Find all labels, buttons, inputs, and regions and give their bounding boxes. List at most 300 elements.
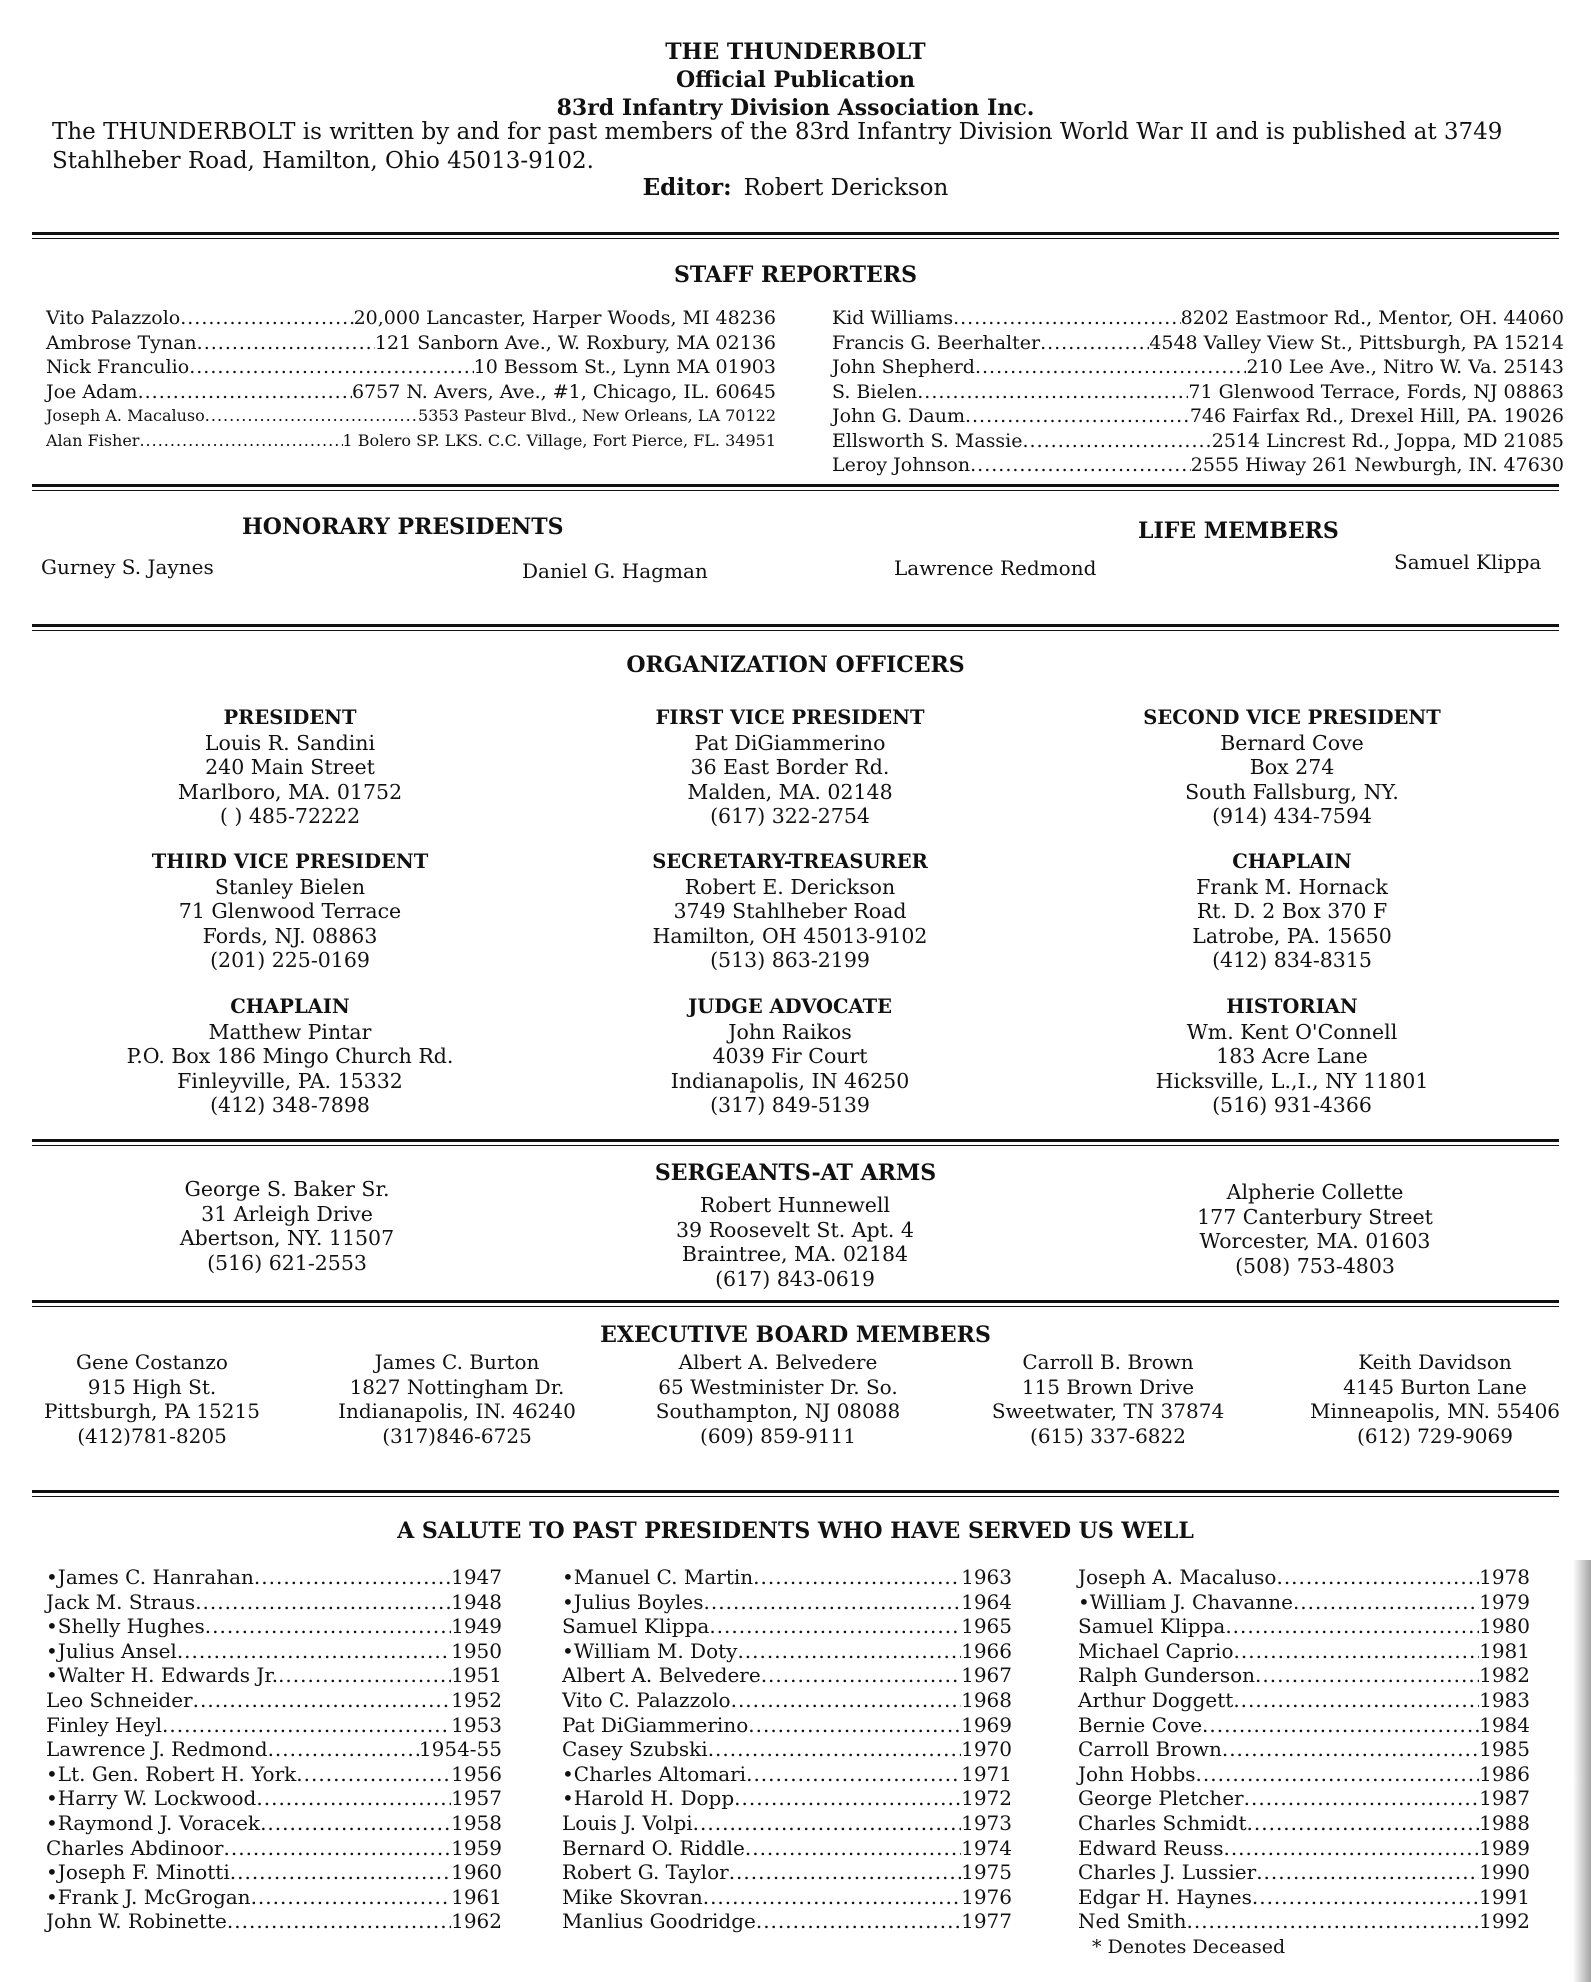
leader-dots — [1023, 429, 1212, 454]
leader-dots — [1247, 1811, 1480, 1836]
past-president-name: Michael Caprio — [1078, 1638, 1234, 1663]
reporter-name: John G. Daum — [832, 405, 965, 427]
past-president-name: •Charles Altomari — [562, 1761, 747, 1786]
past-president-row — [562, 1737, 1012, 1762]
staff-reporter-row — [46, 355, 776, 380]
leader-dots — [748, 1713, 961, 1738]
officer-detail: 3749 Stahlheber Road — [673, 899, 907, 923]
executive-detail: (609) 859-9111 — [700, 1423, 856, 1448]
executive-detail: Indianapolis, IN. 46240 — [338, 1399, 576, 1423]
past-president-year: 1989 — [1479, 1835, 1530, 1860]
sergeant-block — [37, 1177, 537, 1275]
past-president-year: 1953 — [451, 1712, 502, 1737]
reporter-name: Kid Williams — [832, 307, 954, 329]
divider-rule — [32, 484, 1559, 491]
executive-detail: Sweetwater, TN 37874 — [991, 1399, 1225, 1423]
officer-title: FIRST VICE PRESIDENT — [655, 706, 925, 729]
reporter-name: Nick Franculio — [46, 356, 190, 378]
past-president-row — [562, 1663, 1012, 1688]
past-president-name: •William J. Chavanne — [1078, 1589, 1293, 1614]
past-president-row — [46, 1590, 502, 1615]
leader-dots — [708, 1737, 961, 1762]
leader-dots — [260, 1811, 451, 1836]
executive-detail: (317)846-6725 — [382, 1423, 532, 1448]
past-president-row — [562, 1786, 1012, 1811]
editor-name: Robert Derickson — [743, 175, 949, 201]
past-president-year: 1962 — [451, 1909, 502, 1934]
organization-officers-title: ORGANIZATION OFFICERS — [626, 652, 965, 678]
past-president-year: 1964 — [961, 1589, 1012, 1614]
executive-detail: James C. Burton — [374, 1350, 540, 1374]
officer-detail: Wm. Kent O'Connell — [1186, 1019, 1398, 1044]
officer-detail: P.O. Box 186 Mingo Church Rd. — [126, 1044, 454, 1068]
organization-name: 83rd Infantry Division Association Inc. — [556, 95, 1035, 121]
past-president-row — [46, 1737, 502, 1762]
sergeant-detail: George S. Baker Sr. — [184, 1177, 390, 1201]
leader-dots — [1234, 1639, 1480, 1664]
past-president-year: 1958 — [451, 1810, 502, 1835]
past-president-year: 1960 — [451, 1860, 502, 1885]
leader-dots — [180, 306, 353, 331]
past-president-year: 1971 — [961, 1761, 1012, 1786]
leader-dots — [162, 1713, 451, 1738]
past-president-row — [1078, 1614, 1530, 1639]
officer-detail: Rt. D. 2 Box 370 F — [1196, 899, 1388, 923]
reporter-address: 1 Bolero SP. LKS. C.C. Village, Fort Pierce, FL. 34951 — [342, 430, 776, 450]
executive-detail: 4145 Burton Lane — [1343, 1374, 1527, 1399]
staff-reporter-row — [46, 331, 776, 356]
divider-rule — [32, 1300, 1559, 1307]
officer-block — [40, 850, 540, 973]
executive-detail: (412)781-8205 — [77, 1423, 227, 1448]
leader-dots — [1225, 1614, 1479, 1639]
sergeant-detail: Abertson, NY. 11507 — [179, 1226, 395, 1250]
officer-detail: Indianapolis, IN 46250 — [670, 1068, 910, 1093]
past-president-year: 1981 — [1479, 1638, 1530, 1663]
past-presidents-title: A SALUTE TO PAST PRESIDENTS WHO HAVE SERVED US WELL — [397, 1518, 1194, 1544]
officer-detail: Pat DiGiammerino — [694, 730, 886, 755]
past-president-name: John W. Robinette — [46, 1909, 227, 1934]
past-president-row — [1078, 1688, 1530, 1713]
past-president-row — [46, 1836, 502, 1861]
past-president-name: Joseph A. Macaluso — [1078, 1565, 1277, 1589]
leader-dots — [254, 1565, 451, 1590]
past-president-row — [1078, 1836, 1530, 1861]
past-president-year: 1987 — [1479, 1786, 1530, 1811]
officer-detail: (617) 322-2754 — [710, 804, 870, 828]
officer-detail: (516) 931-4366 — [1212, 1093, 1372, 1117]
officer-detail: ( ) 485-72222 — [219, 804, 361, 828]
past-president-row — [46, 1614, 502, 1639]
past-president-year: 1949 — [451, 1614, 502, 1639]
staff-reporter-row — [832, 404, 1564, 429]
officer-detail: 4039 Fir Court — [712, 1044, 868, 1068]
officer-title: THIRD VICE PRESIDENT — [151, 850, 429, 873]
past-president-row — [562, 1614, 1012, 1639]
past-presidents-column — [562, 1565, 1012, 1934]
past-president-row — [1078, 1909, 1530, 1934]
past-president-row — [1078, 1590, 1530, 1615]
leader-dots — [256, 1786, 451, 1811]
officer-title: CHAPLAIN — [230, 995, 350, 1018]
leader-dots — [296, 1762, 451, 1787]
past-president-year: 1985 — [1479, 1737, 1530, 1762]
past-president-year: 1983 — [1479, 1687, 1530, 1712]
leader-dots — [917, 380, 1188, 405]
officer-title: JUDGE ADVOCATE — [688, 995, 892, 1018]
divider-rule — [32, 232, 1559, 239]
officer-detail: Stanley Bielen — [214, 874, 366, 899]
leader-dots — [1293, 1590, 1479, 1615]
staff-reporter-row — [832, 331, 1564, 356]
past-president-row — [562, 1688, 1012, 1713]
officer-detail: John Raikos — [728, 1019, 852, 1044]
executive-detail: Gene Costanzo — [76, 1350, 228, 1374]
past-president-year: 1976 — [961, 1884, 1012, 1909]
past-president-name: Finley Heyl — [46, 1712, 163, 1737]
officer-detail: Fords, NJ. 08863 — [202, 923, 378, 948]
leader-dots — [1186, 1909, 1479, 1934]
leader-dots — [1256, 1860, 1479, 1885]
leader-dots — [138, 380, 352, 405]
past-presidents-column — [1078, 1565, 1530, 1934]
executive-member — [613, 1350, 943, 1448]
leader-dots — [693, 1811, 961, 1836]
past-president-year: 1957 — [451, 1786, 502, 1811]
officer-detail: Robert E. Derickson — [684, 874, 896, 899]
life-member-name: Lawrence Redmond — [894, 556, 1097, 580]
past-president-year: 1970 — [961, 1737, 1012, 1762]
divider-rule — [32, 1139, 1559, 1146]
officer-detail: Box 274 — [1249, 755, 1335, 779]
past-president-row — [46, 1565, 502, 1590]
leader-dots — [745, 1836, 961, 1861]
editor-line — [0, 174, 1591, 201]
past-president-row — [562, 1860, 1012, 1885]
reporter-address: 4548 Valley View St., Pittsburgh, PA 15214 — [1149, 331, 1564, 354]
leader-dots — [970, 453, 1191, 478]
officer-detail: Hamilton, OH 45013-9102 — [652, 923, 928, 948]
reporter-name: Ellsworth S. Massie — [832, 429, 1023, 452]
officer-detail: (914) 434-7594 — [1212, 804, 1372, 828]
officer-block — [540, 850, 1040, 973]
past-president-row — [1078, 1639, 1530, 1664]
past-president-year: 1986 — [1479, 1761, 1530, 1786]
staff-reporter-row — [46, 429, 776, 454]
sergeant-detail: Worcester, MA. 01603 — [1199, 1229, 1431, 1253]
leader-dots — [195, 1590, 451, 1615]
past-president-name: •Shelly Hughes — [46, 1614, 205, 1639]
sergeant-block — [1065, 1180, 1565, 1278]
leader-dots — [753, 1565, 961, 1590]
officer-detail: Louis R. Sandini — [204, 730, 376, 755]
officer-block — [40, 995, 540, 1118]
past-president-row — [1078, 1565, 1530, 1590]
staff-reporters-right — [832, 306, 1564, 478]
officer-detail: Latrobe, PA. 15650 — [1192, 923, 1392, 948]
reporter-address: 8202 Eastmoor Rd., Mentor, OH. 44060 — [1180, 307, 1564, 329]
officer-block — [540, 995, 1040, 1118]
past-president-name: •Harry W. Lockwood — [46, 1786, 257, 1811]
officer-detail: Hicksville, L.,I., NY 11801 — [1155, 1068, 1429, 1093]
past-president-name: Pat DiGiammerino — [562, 1712, 749, 1737]
reporter-address: 10 Bessom St., Lynn MA 01903 — [473, 356, 776, 378]
executive-detail: 1827 Nottingham Dr. — [349, 1374, 565, 1399]
past-president-year: 1952 — [451, 1687, 502, 1712]
sergeant-block — [545, 1193, 1045, 1291]
past-president-row — [562, 1885, 1012, 1910]
sergeant-detail: (516) 621-2553 — [207, 1250, 367, 1275]
past-president-year: 1969 — [961, 1712, 1012, 1737]
reporter-name: Joe Adam — [46, 380, 138, 403]
past-president-row — [1078, 1762, 1530, 1787]
officer-title: SECOND VICE PRESIDENT — [1143, 706, 1441, 729]
officer-detail: Bernard Cove — [1220, 730, 1364, 755]
past-president-row — [562, 1909, 1012, 1934]
staff-reporter-row — [832, 429, 1564, 454]
officer-block — [1042, 850, 1542, 973]
past-president-name: Vito C. Palazzolo — [562, 1687, 731, 1712]
past-president-name: Samuel Klippa — [562, 1614, 710, 1639]
past-president-name: Leo Schneider — [46, 1687, 193, 1712]
past-president-name: Robert G. Taylor — [562, 1860, 729, 1885]
past-president-name: •Walter H. Edwards Jr. — [46, 1663, 279, 1688]
leader-dots — [177, 1639, 451, 1664]
past-president-year: 1982 — [1479, 1663, 1530, 1688]
past-president-row — [562, 1639, 1012, 1664]
past-president-name: •Raymond J. Voracek — [46, 1810, 261, 1835]
leader-dots — [965, 404, 1190, 429]
past-president-name: •William M. Doty — [562, 1638, 738, 1663]
staff-reporter-row — [46, 306, 776, 331]
past-president-row — [46, 1909, 502, 1934]
reporter-address: 6757 N. Avers, Ave., #1, Chicago, IL. 60645 — [351, 380, 776, 403]
executive-detail: (612) 729-9069 — [1357, 1423, 1513, 1448]
reporter-address: 121 Sanborn Ave., W. Roxbury, MA 02136 — [374, 331, 776, 354]
leader-dots — [197, 331, 375, 356]
publication-title: THE THUNDERBOLT — [665, 39, 926, 65]
officer-detail: Finleyville, PA. 15332 — [177, 1068, 403, 1093]
leader-dots — [703, 1885, 961, 1910]
past-president-row — [46, 1762, 502, 1787]
past-presidents-column — [46, 1565, 502, 1934]
leader-dots — [139, 429, 342, 454]
leader-dots — [709, 1614, 961, 1639]
past-president-name: Charles Schmidt — [1078, 1810, 1247, 1835]
executive-detail: Pittsburgh, PA 15215 — [44, 1399, 260, 1423]
reporter-name: S. Bielen — [832, 380, 918, 403]
editor-label: Editor: — [642, 174, 732, 201]
life-member-name: Samuel Klippa — [1394, 550, 1542, 574]
past-president-year: 1972 — [961, 1786, 1012, 1811]
leader-dots — [193, 1688, 451, 1713]
past-president-row — [46, 1688, 502, 1713]
leader-dots — [737, 1639, 961, 1664]
reporter-name: Ambrose Tynan — [46, 331, 197, 354]
past-president-row — [1078, 1737, 1530, 1762]
officer-detail: (513) 863-2199 — [710, 948, 870, 972]
leader-dots — [230, 1860, 451, 1885]
officer-detail: 183 Acre Lane — [1216, 1044, 1368, 1068]
officer-title: HISTORIAN — [1226, 995, 1358, 1018]
leader-dots — [731, 1688, 962, 1713]
past-president-name: John Hobbs — [1078, 1761, 1196, 1786]
past-president-row — [46, 1860, 502, 1885]
leader-dots — [1255, 1663, 1479, 1688]
officer-title: CHAPLAIN — [1232, 850, 1352, 873]
staff-reporters-title: STAFF REPORTERS — [674, 262, 917, 288]
divider-rule — [32, 624, 1559, 631]
past-president-name: Ned Smith — [1078, 1909, 1187, 1934]
staff-reporter-row — [832, 380, 1564, 405]
past-president-year: 1951 — [451, 1663, 502, 1688]
past-president-row — [1078, 1885, 1530, 1910]
past-president-year: 1990 — [1479, 1860, 1530, 1885]
publication-subtitle: Official Publication — [675, 67, 916, 93]
reporter-address: 746 Fairfax Rd., Drexel Hill, PA. 19026 — [1189, 405, 1564, 427]
past-president-row — [46, 1811, 502, 1836]
divider-rule — [32, 1490, 1559, 1497]
past-president-row — [1078, 1663, 1530, 1688]
officer-detail: (412) 348-7898 — [210, 1093, 370, 1117]
reporter-address: 210 Lee Ave., Nitro W. Va. 25143 — [1246, 356, 1564, 378]
past-president-name: Edward Reuss — [1078, 1835, 1224, 1860]
executive-member — [1270, 1350, 1591, 1448]
past-president-year: 1975 — [961, 1860, 1012, 1885]
past-president-year: 1950 — [451, 1638, 502, 1663]
officer-title: PRESIDENT — [223, 706, 357, 729]
past-president-year: 1956 — [451, 1761, 502, 1786]
past-president-name: George Pletcher — [1078, 1786, 1244, 1811]
past-president-name: •James C. Hanrahan — [46, 1565, 254, 1589]
reporter-name: Leroy Johnson — [832, 454, 971, 476]
past-president-name: •Lt. Gen. Robert H. York — [46, 1761, 297, 1786]
past-president-row — [1078, 1786, 1530, 1811]
officer-detail: 71 Glenwood Terrace — [178, 899, 402, 923]
past-president-year: 1966 — [961, 1638, 1012, 1663]
sergeant-detail: Alpherie Collette — [1226, 1180, 1404, 1204]
past-president-name: •Frank J. McGrogan — [46, 1884, 251, 1909]
reporter-name: Joseph A. Macaluso — [46, 406, 205, 425]
reporter-address: 20,000 Lancaster, Harper Woods, MI 48236 — [353, 307, 776, 329]
past-president-year: 1948 — [451, 1589, 502, 1614]
leader-dots — [189, 355, 473, 380]
leader-dots — [1233, 1688, 1479, 1713]
sergeant-detail: (508) 753-4803 — [1235, 1253, 1395, 1278]
sergeant-detail: 39 Roosevelt St. Apt. 4 — [676, 1217, 914, 1242]
past-president-name: Casey Szubski — [562, 1737, 708, 1762]
officer-detail: South Fallsburg, NY. — [1185, 779, 1399, 804]
officer-title: SECRETARY-TREASURER — [652, 850, 928, 873]
executive-member — [943, 1350, 1273, 1448]
leader-dots — [251, 1885, 452, 1910]
past-president-year: 1974 — [961, 1835, 1012, 1860]
officer-detail: 240 Main Street — [205, 755, 375, 779]
officer-detail: (412) 834-8315 — [1212, 948, 1372, 972]
leader-dots — [734, 1786, 961, 1811]
executive-detail: Albert A. Belvedere — [678, 1350, 878, 1374]
past-president-name: Lawrence J. Redmond — [46, 1737, 268, 1762]
leader-dots — [205, 404, 418, 429]
past-president-name: Bernie Cove — [1078, 1712, 1203, 1737]
officer-detail: Matthew Pintar — [208, 1019, 372, 1044]
executive-member — [0, 1350, 317, 1448]
leader-dots — [746, 1762, 961, 1787]
past-president-row — [562, 1565, 1012, 1590]
staff-reporter-row — [46, 404, 776, 429]
reporter-address: 5353 Pasteur Blvd., New Orleans, LA 70122 — [418, 406, 776, 425]
officer-detail: 36 East Border Rd. — [690, 755, 890, 779]
leader-dots — [1276, 1565, 1479, 1590]
leader-dots — [224, 1836, 452, 1861]
past-president-row — [562, 1590, 1012, 1615]
past-president-name: Samuel Klippa — [1078, 1614, 1226, 1639]
reporter-name: Francis G. Beerhalter — [832, 331, 1041, 354]
deceased-note: * Denotes Deceased — [1092, 1936, 1286, 1958]
past-president-year: 1980 — [1479, 1614, 1530, 1639]
reporter-address: 71 Glenwood Terrace, Fords, NJ 08863 — [1188, 380, 1564, 403]
sergeant-detail: (617) 843-0619 — [715, 1266, 875, 1291]
past-president-row — [562, 1762, 1012, 1787]
past-president-year: 1959 — [451, 1835, 502, 1860]
officer-detail: Frank M. Hornack — [1196, 874, 1388, 899]
past-president-name: Arthur Doggett — [1078, 1687, 1234, 1712]
life-members-title: LIFE MEMBERS — [1138, 518, 1339, 544]
leader-dots — [729, 1860, 961, 1885]
past-president-name: Charles J. Lussier — [1078, 1860, 1257, 1885]
past-president-year: 1947 — [451, 1565, 502, 1589]
past-president-year: 1961 — [451, 1884, 502, 1909]
past-president-row — [562, 1811, 1012, 1836]
past-president-name: Mike Skovran — [562, 1884, 703, 1909]
leader-dots — [1223, 1836, 1479, 1861]
leader-dots — [953, 306, 1181, 331]
past-president-row — [1078, 1713, 1530, 1738]
staff-reporter-row — [832, 453, 1564, 478]
executive-board-title: EXECUTIVE BOARD MEMBERS — [600, 1322, 991, 1348]
leader-dots — [1196, 1762, 1480, 1787]
honorary-presidents-title: HONORARY PRESIDENTS — [242, 514, 564, 540]
leader-dots — [1222, 1737, 1479, 1762]
executive-detail: 915 High St. — [87, 1374, 217, 1399]
staff-reporter-row — [46, 380, 776, 405]
staff-reporter-row — [832, 306, 1564, 331]
leader-dots — [1040, 331, 1149, 356]
past-president-year: 1965 — [961, 1614, 1012, 1639]
past-president-year: 1973 — [961, 1810, 1012, 1835]
past-president-year: 1992 — [1479, 1909, 1530, 1934]
leader-dots — [268, 1737, 419, 1762]
past-president-year: 1984 — [1479, 1712, 1530, 1737]
past-president-year: 1967 — [961, 1663, 1012, 1688]
sergeants-at-arms-title: SERGEANTS-AT ARMS — [654, 1160, 937, 1186]
past-president-year: 1954-55 — [418, 1737, 502, 1762]
past-president-year: 1988 — [1479, 1810, 1530, 1835]
officer-block — [540, 706, 1040, 829]
sergeant-detail: 177 Canterbury Street — [1197, 1204, 1433, 1229]
past-president-name: Louis J. Volpi — [562, 1810, 693, 1835]
executive-detail: Carroll B. Brown — [1022, 1350, 1194, 1374]
staff-reporters-left — [46, 306, 776, 453]
reporter-address: 2555 Hiway 261 Newburgh, IN. 47630 — [1190, 454, 1564, 476]
staff-reporter-row — [832, 355, 1564, 380]
leader-dots — [227, 1909, 451, 1934]
scan-shadow — [1573, 1560, 1591, 1982]
executive-member — [292, 1350, 622, 1448]
reporter-address: 2514 Lincrest Rd., Joppa, MD 21085 — [1211, 429, 1564, 452]
intro-text: The THUNDERBOLT is written by and for past members of the 83rd Infantry Division World War II and is published at 3749 Stahlheber Road, Hamilton, Ohio 45013-9102. — [52, 119, 1503, 174]
past-president-row — [46, 1639, 502, 1664]
